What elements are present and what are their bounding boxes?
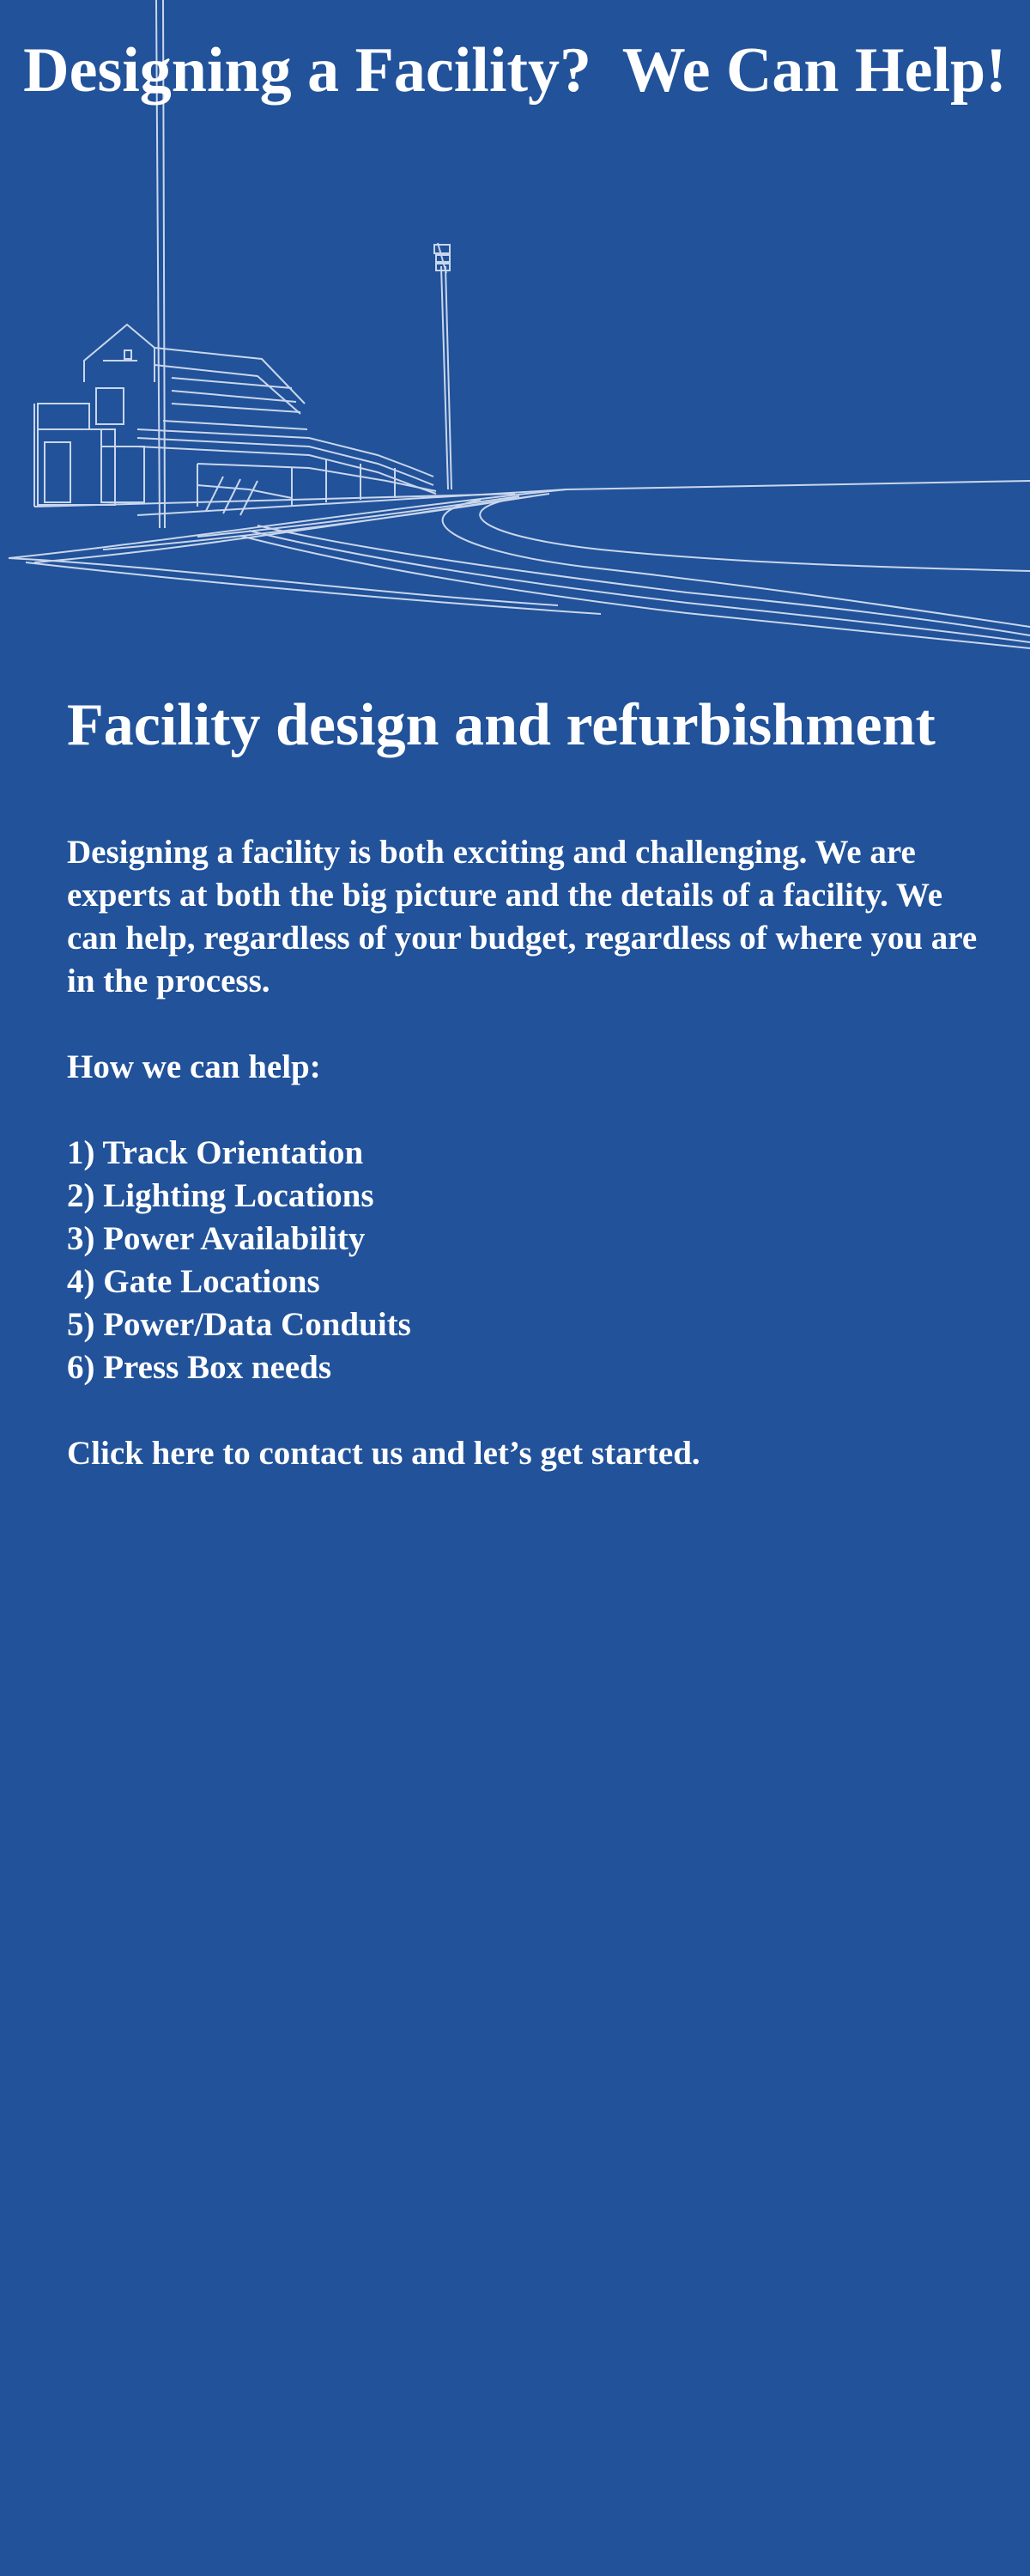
help-list — [67, 1132, 994, 1389]
list-item: 2) Lighting Locations — [67, 1177, 374, 1214]
list-item: 3) Power Availability — [67, 1220, 366, 1257]
content-section — [67, 687, 994, 1475]
list-item: 1) Track Orientation — [67, 1134, 364, 1171]
section-heading: Facility design and refurbishment — [67, 692, 936, 758]
hero-title: Designing a Facility? We Can Help! — [23, 35, 1007, 106]
list-item: 4) Gate Locations — [67, 1263, 320, 1300]
list-item: 5) Power/Data Conduits — [67, 1306, 411, 1343]
help-label: How we can help: — [67, 1048, 321, 1085]
intro-paragraph: Designing a facility is both exciting and challenging. We are experts at both the big picture and the details of a facility. We can help, regardless of your budget, regardless of where you are in the process. — [67, 834, 978, 999]
list-item: 6) Press Box needs — [67, 1349, 332, 1386]
contact-link[interactable]: Click here to contact us and let’s get started. — [67, 1435, 700, 1472]
